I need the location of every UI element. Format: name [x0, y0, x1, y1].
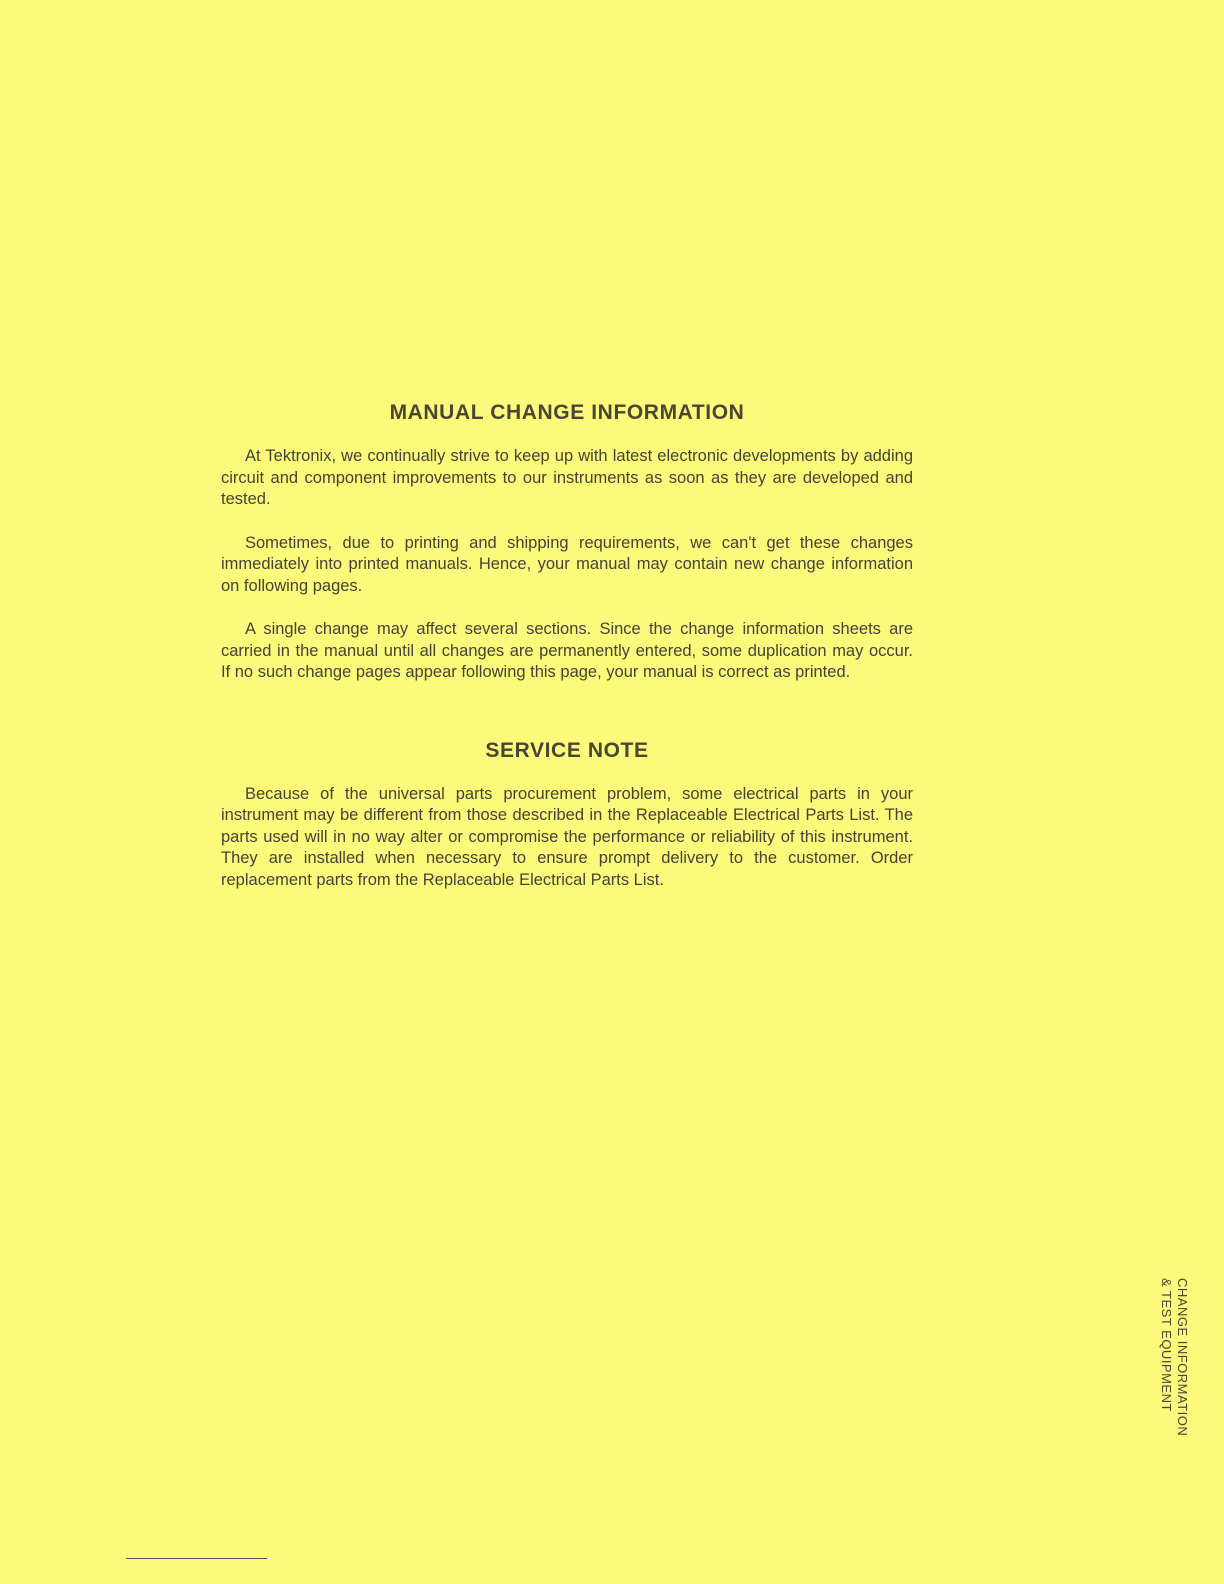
manual-change-paragraph-2: Sometimes, due to printing and shipping requirements, we can't get these changes immediately into printed manuals. Hence, your manual may contain new change information on following pages. — [221, 533, 913, 595]
footer-rule — [126, 1558, 267, 1559]
service-note-title: SERVICE NOTE — [485, 738, 649, 762]
service-note-paragraph: Because of the universal parts procurement problem, some electrical parts in your instrument may be different from those described in the Replaceable Electrical Parts List. The parts used will in no way alter or compromise the performance or reliability of this instrument. They are installed when necessary to ensure prompt delivery to the customer. Order replacement parts from the Replaceable Electrical Parts List. — [221, 784, 913, 889]
section-tab-label — [1158, 1278, 1190, 1436]
section-tab-line-1: CHANGE INFORMATION — [1175, 1278, 1190, 1437]
manual-change-paragraph-1: At Tektronix, we continually strive to keep up with latest electronic developments by adding circuit and component improvements to our instruments as soon as they are developed and tested. — [221, 447, 913, 508]
manual-change-title: MANUAL CHANGE INFORMATION — [389, 401, 745, 424]
section-tab-line-2: & TEST EQUIPMENT — [1159, 1278, 1174, 1412]
manual-change-paragraph-3: A single change may affect several sections. Since the change information sheets are carried in the manual until all changes are permanently entered, some duplication may occur. If no such change pages appear following this page, your manual is correct as printed. — [221, 620, 913, 681]
main-content — [221, 398, 913, 913]
